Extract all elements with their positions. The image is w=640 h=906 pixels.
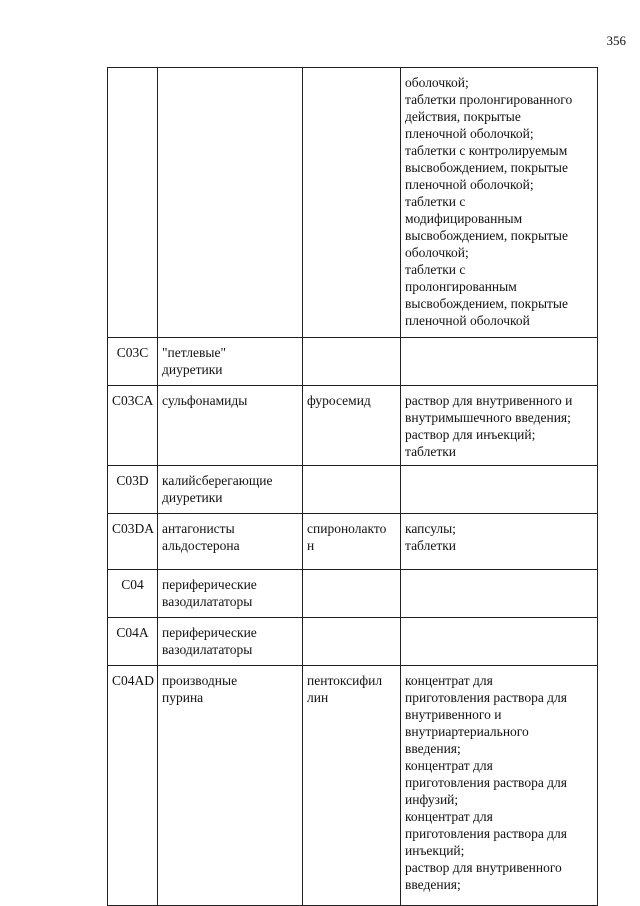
drug-name-cell bbox=[303, 514, 401, 570]
table-row bbox=[108, 338, 598, 386]
page-number: 356 bbox=[606, 33, 626, 48]
cell-line: концентрат для bbox=[405, 758, 493, 773]
group-name-cell bbox=[158, 466, 303, 514]
cell-line: введения; bbox=[405, 741, 461, 756]
drug-name-cell bbox=[303, 618, 401, 666]
code-cell: C04 bbox=[108, 570, 158, 618]
cell-line: высвобождением, покрытые bbox=[405, 296, 568, 311]
cell-line: фуросемид bbox=[307, 393, 371, 408]
cell-line: пурина bbox=[162, 690, 204, 705]
cell-line: пленочной оболочкой bbox=[405, 313, 530, 328]
drug-name-cell bbox=[303, 68, 401, 338]
drug-table-body bbox=[108, 68, 598, 906]
cell-line: вазодилататоры bbox=[162, 594, 253, 609]
cell-line: альдостерона bbox=[162, 538, 240, 553]
dosage-forms-cell bbox=[401, 386, 598, 466]
table-row bbox=[108, 68, 598, 338]
drug-table bbox=[107, 67, 598, 906]
drug-name-cell bbox=[303, 386, 401, 466]
cell-line: таблетки bbox=[405, 538, 457, 553]
cell-line: периферические bbox=[162, 625, 257, 640]
cell-line: инъекций; bbox=[405, 843, 465, 858]
cell-line: пленочной оболочкой; bbox=[405, 177, 534, 192]
table-row bbox=[108, 666, 598, 906]
code-cell bbox=[108, 68, 158, 338]
cell-line: лин bbox=[307, 690, 329, 705]
cell-line: модифицированным bbox=[405, 211, 523, 226]
cell-line: сульфонамиды bbox=[162, 393, 248, 408]
cell-line: приготовления раствора для bbox=[405, 775, 567, 790]
group-name-cell bbox=[158, 338, 303, 386]
cell-line: производные bbox=[162, 673, 238, 688]
cell-line: приготовления раствора для bbox=[405, 826, 567, 841]
cell-line: таблетки с bbox=[405, 194, 466, 209]
cell-line: высвобождением, покрытые bbox=[405, 160, 568, 175]
table-row bbox=[108, 514, 598, 570]
cell-line: действия, покрытые bbox=[405, 109, 521, 124]
cell-line: пролонгированным bbox=[405, 279, 517, 294]
table-row bbox=[108, 466, 598, 514]
cell-line: вазодилататоры bbox=[162, 642, 253, 657]
table-row bbox=[108, 618, 598, 666]
cell-line: высвобождением, покрытые bbox=[405, 228, 568, 243]
cell-line: таблетки пролонгированного bbox=[405, 92, 573, 107]
group-name-cell bbox=[158, 386, 303, 466]
cell-line: инфузий; bbox=[405, 792, 459, 807]
cell-line: н bbox=[307, 538, 315, 553]
cell-line: пентоксифил bbox=[307, 673, 383, 688]
cell-line: введения; bbox=[405, 877, 461, 892]
group-name-cell bbox=[158, 666, 303, 906]
cell-line: калийсберегающие bbox=[162, 473, 273, 488]
drug-name-cell bbox=[303, 570, 401, 618]
code-cell: C04AD bbox=[108, 666, 158, 906]
cell-line: оболочкой; bbox=[405, 75, 469, 90]
cell-line: раствор для внутривенного bbox=[405, 860, 562, 875]
cell-line: капсулы; bbox=[405, 521, 456, 536]
cell-line: таблетки с контролируемым bbox=[405, 143, 568, 158]
code-cell: C03CA bbox=[108, 386, 158, 466]
cell-line: раствор для инъекций; bbox=[405, 427, 536, 442]
group-name-cell bbox=[158, 570, 303, 618]
cell-line: внутривенного и bbox=[405, 707, 502, 722]
group-name-cell bbox=[158, 514, 303, 570]
cell-line: внутримышечного введения; bbox=[405, 410, 571, 425]
cell-line: таблетки с bbox=[405, 262, 466, 277]
cell-line: концентрат для bbox=[405, 673, 493, 688]
dosage-forms-cell bbox=[401, 570, 598, 618]
cell-line: раствор для внутривенного и bbox=[405, 393, 573, 408]
dosage-forms-cell bbox=[401, 618, 598, 666]
cell-line: приготовления раствора для bbox=[405, 690, 567, 705]
cell-line: концентрат для bbox=[405, 809, 493, 824]
code-cell: C03DA bbox=[108, 514, 158, 570]
cell-line: периферические bbox=[162, 577, 257, 592]
cell-line: "петлевые" bbox=[162, 345, 226, 360]
cell-line: оболочкой; bbox=[405, 245, 469, 260]
group-name-cell bbox=[158, 618, 303, 666]
drug-name-cell bbox=[303, 666, 401, 906]
table-row bbox=[108, 570, 598, 618]
cell-line: диуретики bbox=[162, 362, 223, 377]
dosage-forms-cell bbox=[401, 338, 598, 386]
cell-line: таблетки bbox=[405, 444, 457, 459]
dosage-forms-cell bbox=[401, 466, 598, 514]
dosage-forms-cell bbox=[401, 666, 598, 906]
cell-line: антагонисты bbox=[162, 521, 235, 536]
drug-name-cell bbox=[303, 466, 401, 514]
code-cell: C03C bbox=[108, 338, 158, 386]
cell-line: диуретики bbox=[162, 490, 223, 505]
group-name-cell bbox=[158, 68, 303, 338]
code-cell: C04A bbox=[108, 618, 158, 666]
cell-line: пленочной оболочкой; bbox=[405, 126, 534, 141]
table-row bbox=[108, 386, 598, 466]
cell-line: спиронолакто bbox=[307, 521, 387, 536]
dosage-forms-cell bbox=[401, 68, 598, 338]
dosage-forms-cell bbox=[401, 514, 598, 570]
drug-name-cell bbox=[303, 338, 401, 386]
cell-line: внутриартериального bbox=[405, 724, 529, 739]
code-cell: C03D bbox=[108, 466, 158, 514]
